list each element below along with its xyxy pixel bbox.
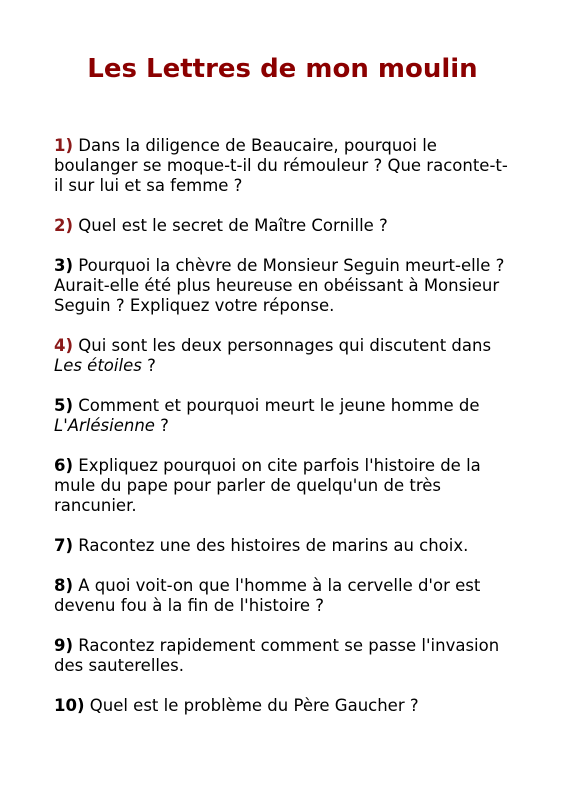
question-number: 2) [54,216,74,235]
question-text: Comment et pourquoi meurt le jeune homme de [73,396,480,415]
question-item [54,396,516,436]
question-text: Quel est le secret de Maître Cornille ? [73,216,388,235]
question-item [54,696,516,716]
question-text: ? [141,356,156,375]
question-text: Dans la diligence de Beaucaire, pourquoi le boulanger se moque-t-il du rémouleur ? Que raconte-t-il sur lui et sa femme ? [54,136,508,195]
question-item [54,136,516,196]
question-number: 9) [54,636,74,655]
question-item [54,256,516,316]
question-number: 5) [54,396,74,415]
question-number: 1) [54,136,74,155]
question-item [54,576,516,616]
story-title: L'Arlésienne [54,416,155,435]
question-list [54,136,516,736]
question-text: Racontez une des histoires de marins au choix. [73,536,469,555]
question-text: ? [154,416,169,435]
question-item [54,216,516,236]
question-number: 3) [54,256,74,275]
story-title: Les étoiles [54,356,142,375]
question-item [54,636,516,676]
page-title: Les Lettres de mon moulin [87,54,478,84]
question-text: Pourquoi la chèvre de Monsieur Seguin meurt-elle ? Aurait-elle été plus heureuse en obéissant à Monsieur Seguin ? Expliquez votre réponse. [54,256,505,315]
question-text: Expliquez pourquoi on cite parfois l'histoire de la mule du pape pour parler de quelqu'un de très rancunier. [54,456,481,515]
question-text: Quel est le problème du Père Gaucher ? [84,696,419,715]
question-number: 7) [54,536,74,555]
question-item [54,536,516,556]
question-number: 6) [54,456,74,475]
question-number: 4) [54,336,74,355]
question-item [54,456,516,516]
question-number: 10) [54,696,85,715]
question-item [54,336,516,376]
question-number: 8) [54,576,74,595]
question-text: Racontez rapidement comment se passe l'invasion des sauterelles. [54,636,500,675]
question-text: Qui sont les deux personnages qui discutent dans [73,336,492,355]
question-text: A quoi voit-on que l'homme à la cervelle d'or est devenu fou à la fin de l'histoire ? [54,576,481,615]
